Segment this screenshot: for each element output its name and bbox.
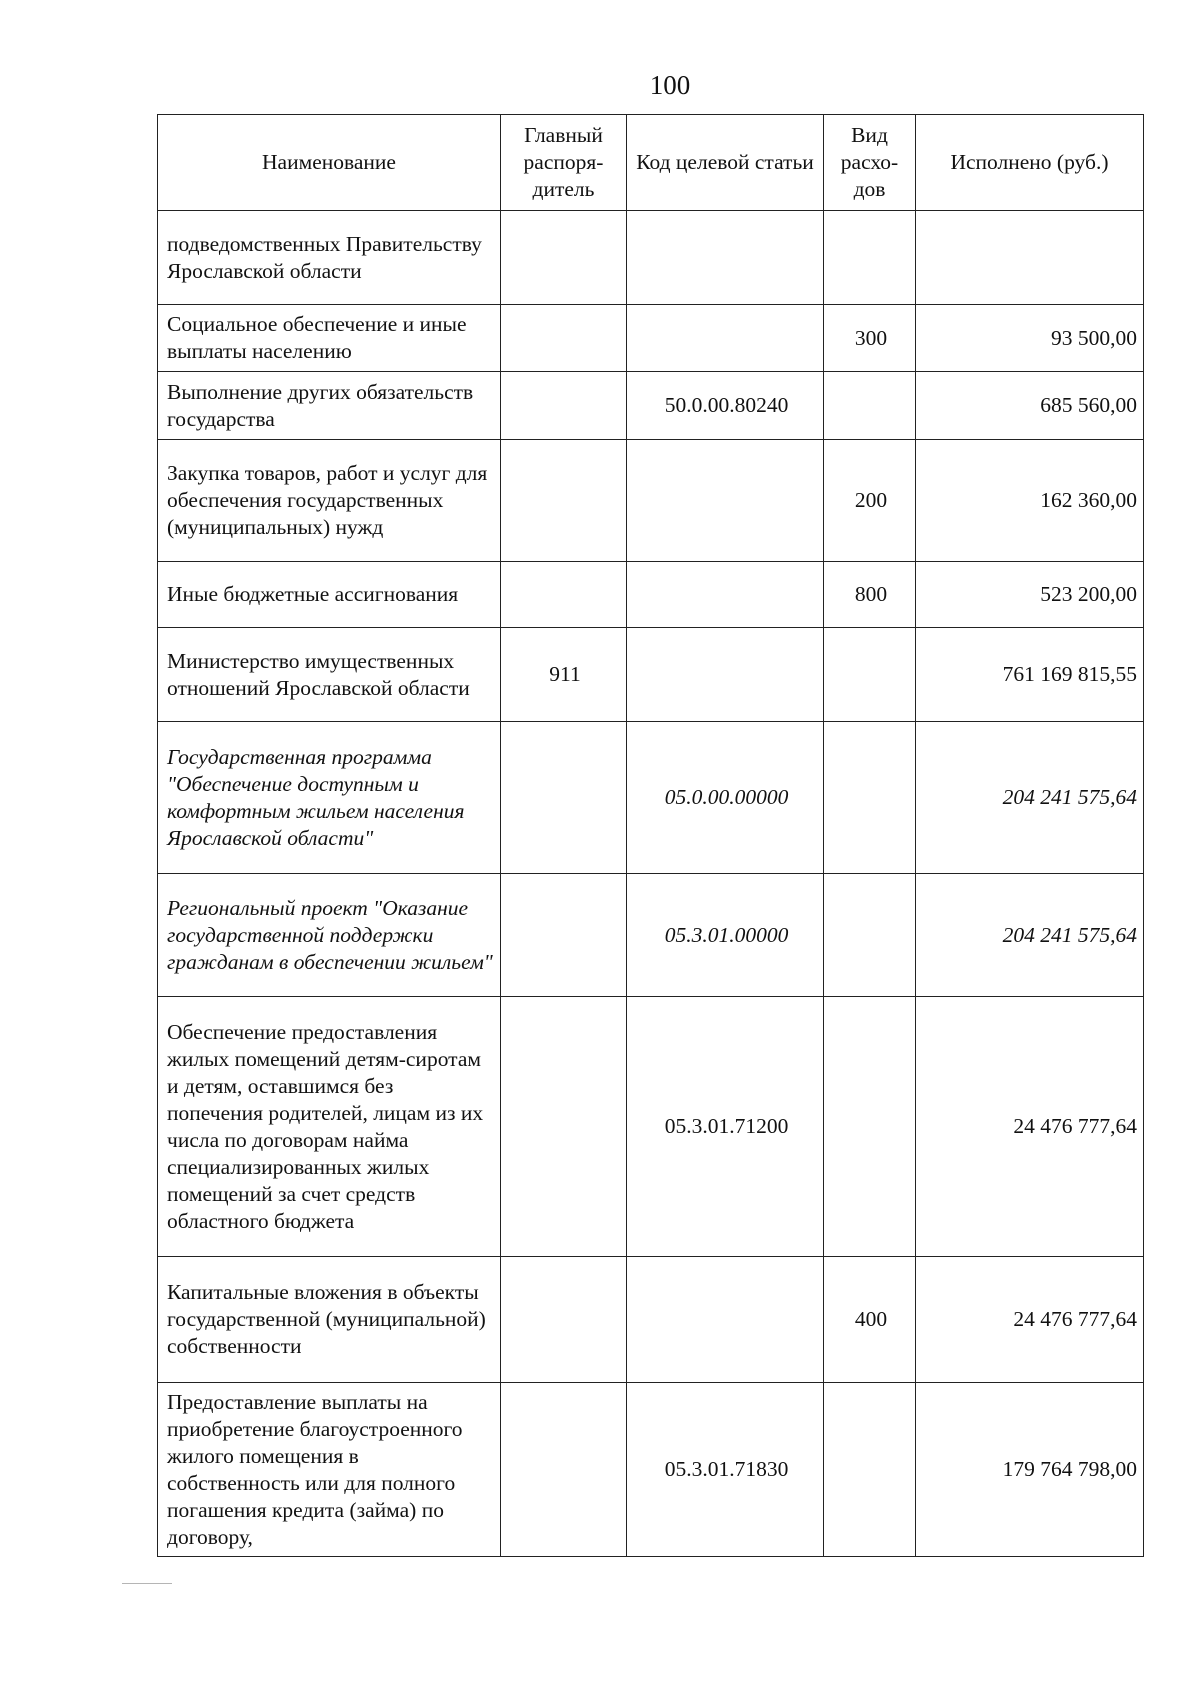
cell-grbs <box>501 1383 627 1557</box>
table-row <box>158 1383 1144 1557</box>
table-row <box>158 372 1144 440</box>
cell-code: 05.3.01.71830 <box>627 1383 824 1557</box>
cell-name: Государственная программа "Обеспечение доступным и комфортным жильем населения Ярославской области" <box>158 722 501 874</box>
page-number: 100 <box>649 70 691 100</box>
cell-vid: 800 <box>824 562 916 628</box>
cell-code <box>627 211 824 305</box>
budget-execution-table <box>157 114 1144 1557</box>
cell-grbs <box>501 722 627 874</box>
cell-sum: 179 764 798,00 <box>916 1383 1144 1557</box>
cell-sum: 162 360,00 <box>916 440 1144 562</box>
cell-name: Социальное обеспечение и иные выплаты населению <box>158 305 501 372</box>
cell-sum: 24 476 777,64 <box>916 1257 1144 1383</box>
cell-grbs <box>501 997 627 1257</box>
table-row <box>158 722 1144 874</box>
cell-code <box>627 1257 824 1383</box>
cell-vid: 400 <box>824 1257 916 1383</box>
cell-code: 05.3.01.71200 <box>627 997 824 1257</box>
header-code: Код целевой статьи <box>627 115 824 211</box>
table-row <box>158 874 1144 997</box>
scan-artifact-line <box>122 1583 172 1584</box>
header-grbs: Главный распоря-дитель <box>501 115 627 211</box>
cell-name: Иные бюджетные ассигнования <box>158 562 501 628</box>
table-body <box>158 211 1144 1557</box>
table-row <box>158 440 1144 562</box>
table-row <box>158 211 1144 305</box>
cell-vid <box>824 372 916 440</box>
cell-sum: 761 169 815,55 <box>916 628 1144 722</box>
table-row <box>158 628 1144 722</box>
cell-vid <box>824 722 916 874</box>
cell-code: 05.3.01.00000 <box>627 874 824 997</box>
cell-sum: 93 500,00 <box>916 305 1144 372</box>
table-header-row <box>158 115 1144 211</box>
cell-grbs <box>501 211 627 305</box>
header-sum: Исполнено (руб.) <box>916 115 1144 211</box>
cell-vid <box>824 1383 916 1557</box>
cell-name: Министерство имущественных отношений Ярославской области <box>158 628 501 722</box>
cell-grbs <box>501 1257 627 1383</box>
table-row <box>158 1257 1144 1383</box>
cell-vid <box>824 628 916 722</box>
cell-vid <box>824 874 916 997</box>
cell-name: Выполнение других обязательств государства <box>158 372 501 440</box>
cell-code <box>627 305 824 372</box>
cell-name: подведомственных Правительству Ярославской области <box>158 211 501 305</box>
cell-code <box>627 628 824 722</box>
cell-sum: 204 241 575,64 <box>916 722 1144 874</box>
cell-sum: 523 200,00 <box>916 562 1144 628</box>
cell-grbs <box>501 440 627 562</box>
table-row <box>158 305 1144 372</box>
cell-name: Капитальные вложения в объекты государственной (муниципальной) собственности <box>158 1257 501 1383</box>
cell-vid: 200 <box>824 440 916 562</box>
cell-name: Предоставление выплаты на приобретение благоустроенного жилого помещения в собственность или для полного погашения кредита (займа) по договору, <box>158 1383 501 1557</box>
cell-name: Закупка товаров, работ и услуг для обеспечения государственных (муниципальных) нужд <box>158 440 501 562</box>
cell-sum <box>916 211 1144 305</box>
table-row <box>158 997 1144 1257</box>
cell-sum: 24 476 777,64 <box>916 997 1144 1257</box>
cell-code: 50.0.00.80240 <box>627 372 824 440</box>
header-name: Наименование <box>158 115 501 211</box>
cell-grbs <box>501 305 627 372</box>
cell-code <box>627 562 824 628</box>
table-row <box>158 562 1144 628</box>
cell-vid <box>824 997 916 1257</box>
cell-grbs <box>501 372 627 440</box>
cell-grbs <box>501 874 627 997</box>
cell-vid: 300 <box>824 305 916 372</box>
cell-name: Региональный проект "Оказание государственной поддержки гражданам в обеспечении жильем" <box>158 874 501 997</box>
cell-grbs: 911 <box>501 628 627 722</box>
cell-grbs <box>501 562 627 628</box>
header-vid: Вид расхо-дов <box>824 115 916 211</box>
cell-sum: 204 241 575,64 <box>916 874 1144 997</box>
cell-sum: 685 560,00 <box>916 372 1144 440</box>
cell-code <box>627 440 824 562</box>
cell-vid <box>824 211 916 305</box>
cell-code: 05.0.00.00000 <box>627 722 824 874</box>
cell-name: Обеспечение предоставления жилых помещений детям-сиротам и детям, оставшимся без попечения родителей, лицам из их числа по договорам найма специализированных жилых помещений за счет средств областного бюджета <box>158 997 501 1257</box>
